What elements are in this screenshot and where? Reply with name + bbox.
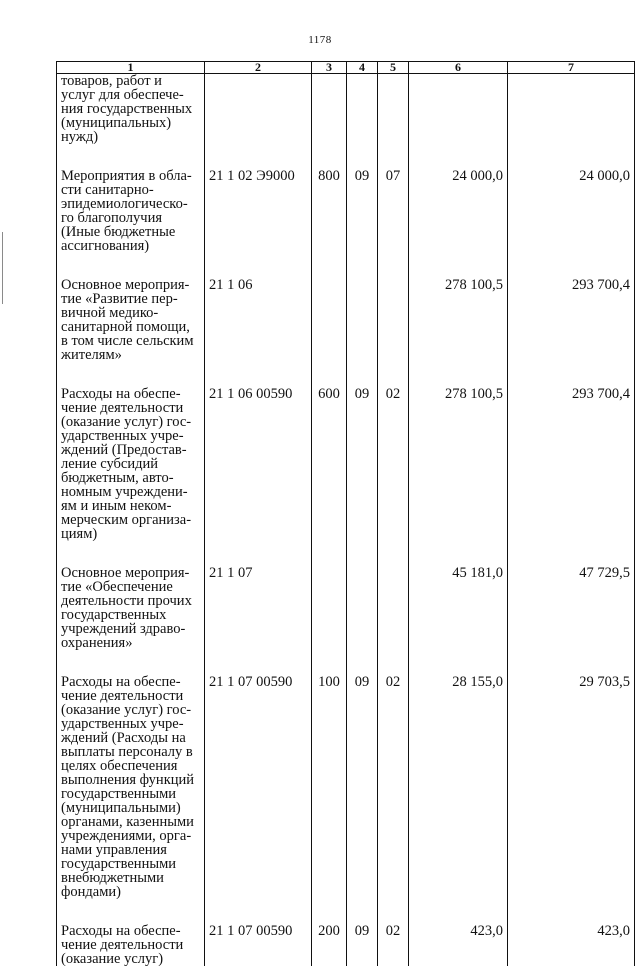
header-row [57,62,635,74]
cell-pr: 02 [378,924,409,966]
cell-name: Расходы на обеспе- чение деятельности (оказание услуг) гос- ударственных учре- ждений (Расходы на выплаты персоналу в целях обеспечения выполнения функций государственными (муниципальными) органами, казенными учреждениями, орга- нами управления государственными внебюджетными фондами) [57,675,205,899]
cell-name: Расходы на обеспе- чение деятельности (оказание услуг) гос- ударственных учре- ждений (Предостав- ление субсидий бюджетным, авто- номным учреждени- ям и иным неком- мерческим организа- циям) [57,387,205,541]
cell-rz: 09 [347,675,378,899]
cell-code: 21 1 06 00590 [205,387,312,541]
cell-sum-2: 293 700,4 [508,278,635,362]
cell-name: Основное мероприя- тие «Обеспечение деятельности прочих государственных учреждений здраво- охранения» [57,566,205,650]
cell-sum-1: 28 155,0 [409,675,508,899]
cell-name: Мероприятия в обла- сти санитарно- эпидемиологическо- го благополучия (Иные бюджетные ассигнования) [57,169,205,253]
cell-pr: 02 [378,387,409,541]
cell-sum-1: 278 100,5 [409,387,508,541]
cell-pr [378,566,409,650]
cell-rz [347,566,378,650]
table-row [57,74,635,145]
cell-sum-2: 423,0 [508,924,635,966]
cell-vr: 600 [312,387,347,541]
header-col-3: 3 [312,62,347,74]
cell-sum-2 [508,74,635,145]
header-col-4: 4 [347,62,378,74]
cell-vr [312,74,347,145]
table-row [57,169,635,253]
row-spacer [57,144,635,169]
header-col-6: 6 [409,62,508,74]
cell-vr: 200 [312,924,347,966]
row-spacer [57,899,635,924]
cell-rz: 09 [347,387,378,541]
cell-sum-2: 24 000,0 [508,169,635,253]
table-row [57,924,635,966]
cell-vr [312,566,347,650]
cell-name: товаров, работ и услуг для обеспече- ния государственных (муниципальных) нужд) [57,74,205,145]
cell-rz [347,278,378,362]
cell-pr: 02 [378,675,409,899]
cell-vr [312,278,347,362]
cell-name: Расходы на обеспе- чение деятельности (оказание услуг) [57,924,205,966]
cell-vr: 800 [312,169,347,253]
cell-pr [378,278,409,362]
cell-name: Основное мероприя- тие «Развитие пер- вичной медико- санитарной помощи, в том числе сельским жителям» [57,278,205,362]
cell-code [205,74,312,145]
table-row [57,675,635,899]
budget-table [56,61,635,966]
row-spacer [57,362,635,387]
header-col-7: 7 [508,62,635,74]
margin-mark [2,232,3,304]
header-col-5: 5 [378,62,409,74]
cell-code: 21 1 06 [205,278,312,362]
cell-sum-1: 423,0 [409,924,508,966]
cell-sum-2: 29 703,5 [508,675,635,899]
header-col-1: 1 [57,62,205,74]
cell-code: 21 1 07 00590 [205,675,312,899]
cell-code: 21 1 02 Э9000 [205,169,312,253]
cell-pr: 07 [378,169,409,253]
cell-rz [347,74,378,145]
table-row [57,566,635,650]
row-spacer [57,541,635,566]
cell-sum-1: 278 100,5 [409,278,508,362]
cell-sum-1 [409,74,508,145]
row-spacer [57,650,635,675]
cell-sum-2: 293 700,4 [508,387,635,541]
cell-code: 21 1 07 [205,566,312,650]
page-number: 1178 [308,34,332,46]
table-row [57,278,635,362]
cell-vr: 100 [312,675,347,899]
cell-rz: 09 [347,924,378,966]
cell-sum-1: 45 181,0 [409,566,508,650]
header-col-2: 2 [205,62,312,74]
row-spacer [57,253,635,278]
cell-rz: 09 [347,169,378,253]
table-row [57,387,635,541]
cell-pr [378,74,409,145]
cell-sum-2: 47 729,5 [508,566,635,650]
cell-sum-1: 24 000,0 [409,169,508,253]
cell-code: 21 1 07 00590 [205,924,312,966]
